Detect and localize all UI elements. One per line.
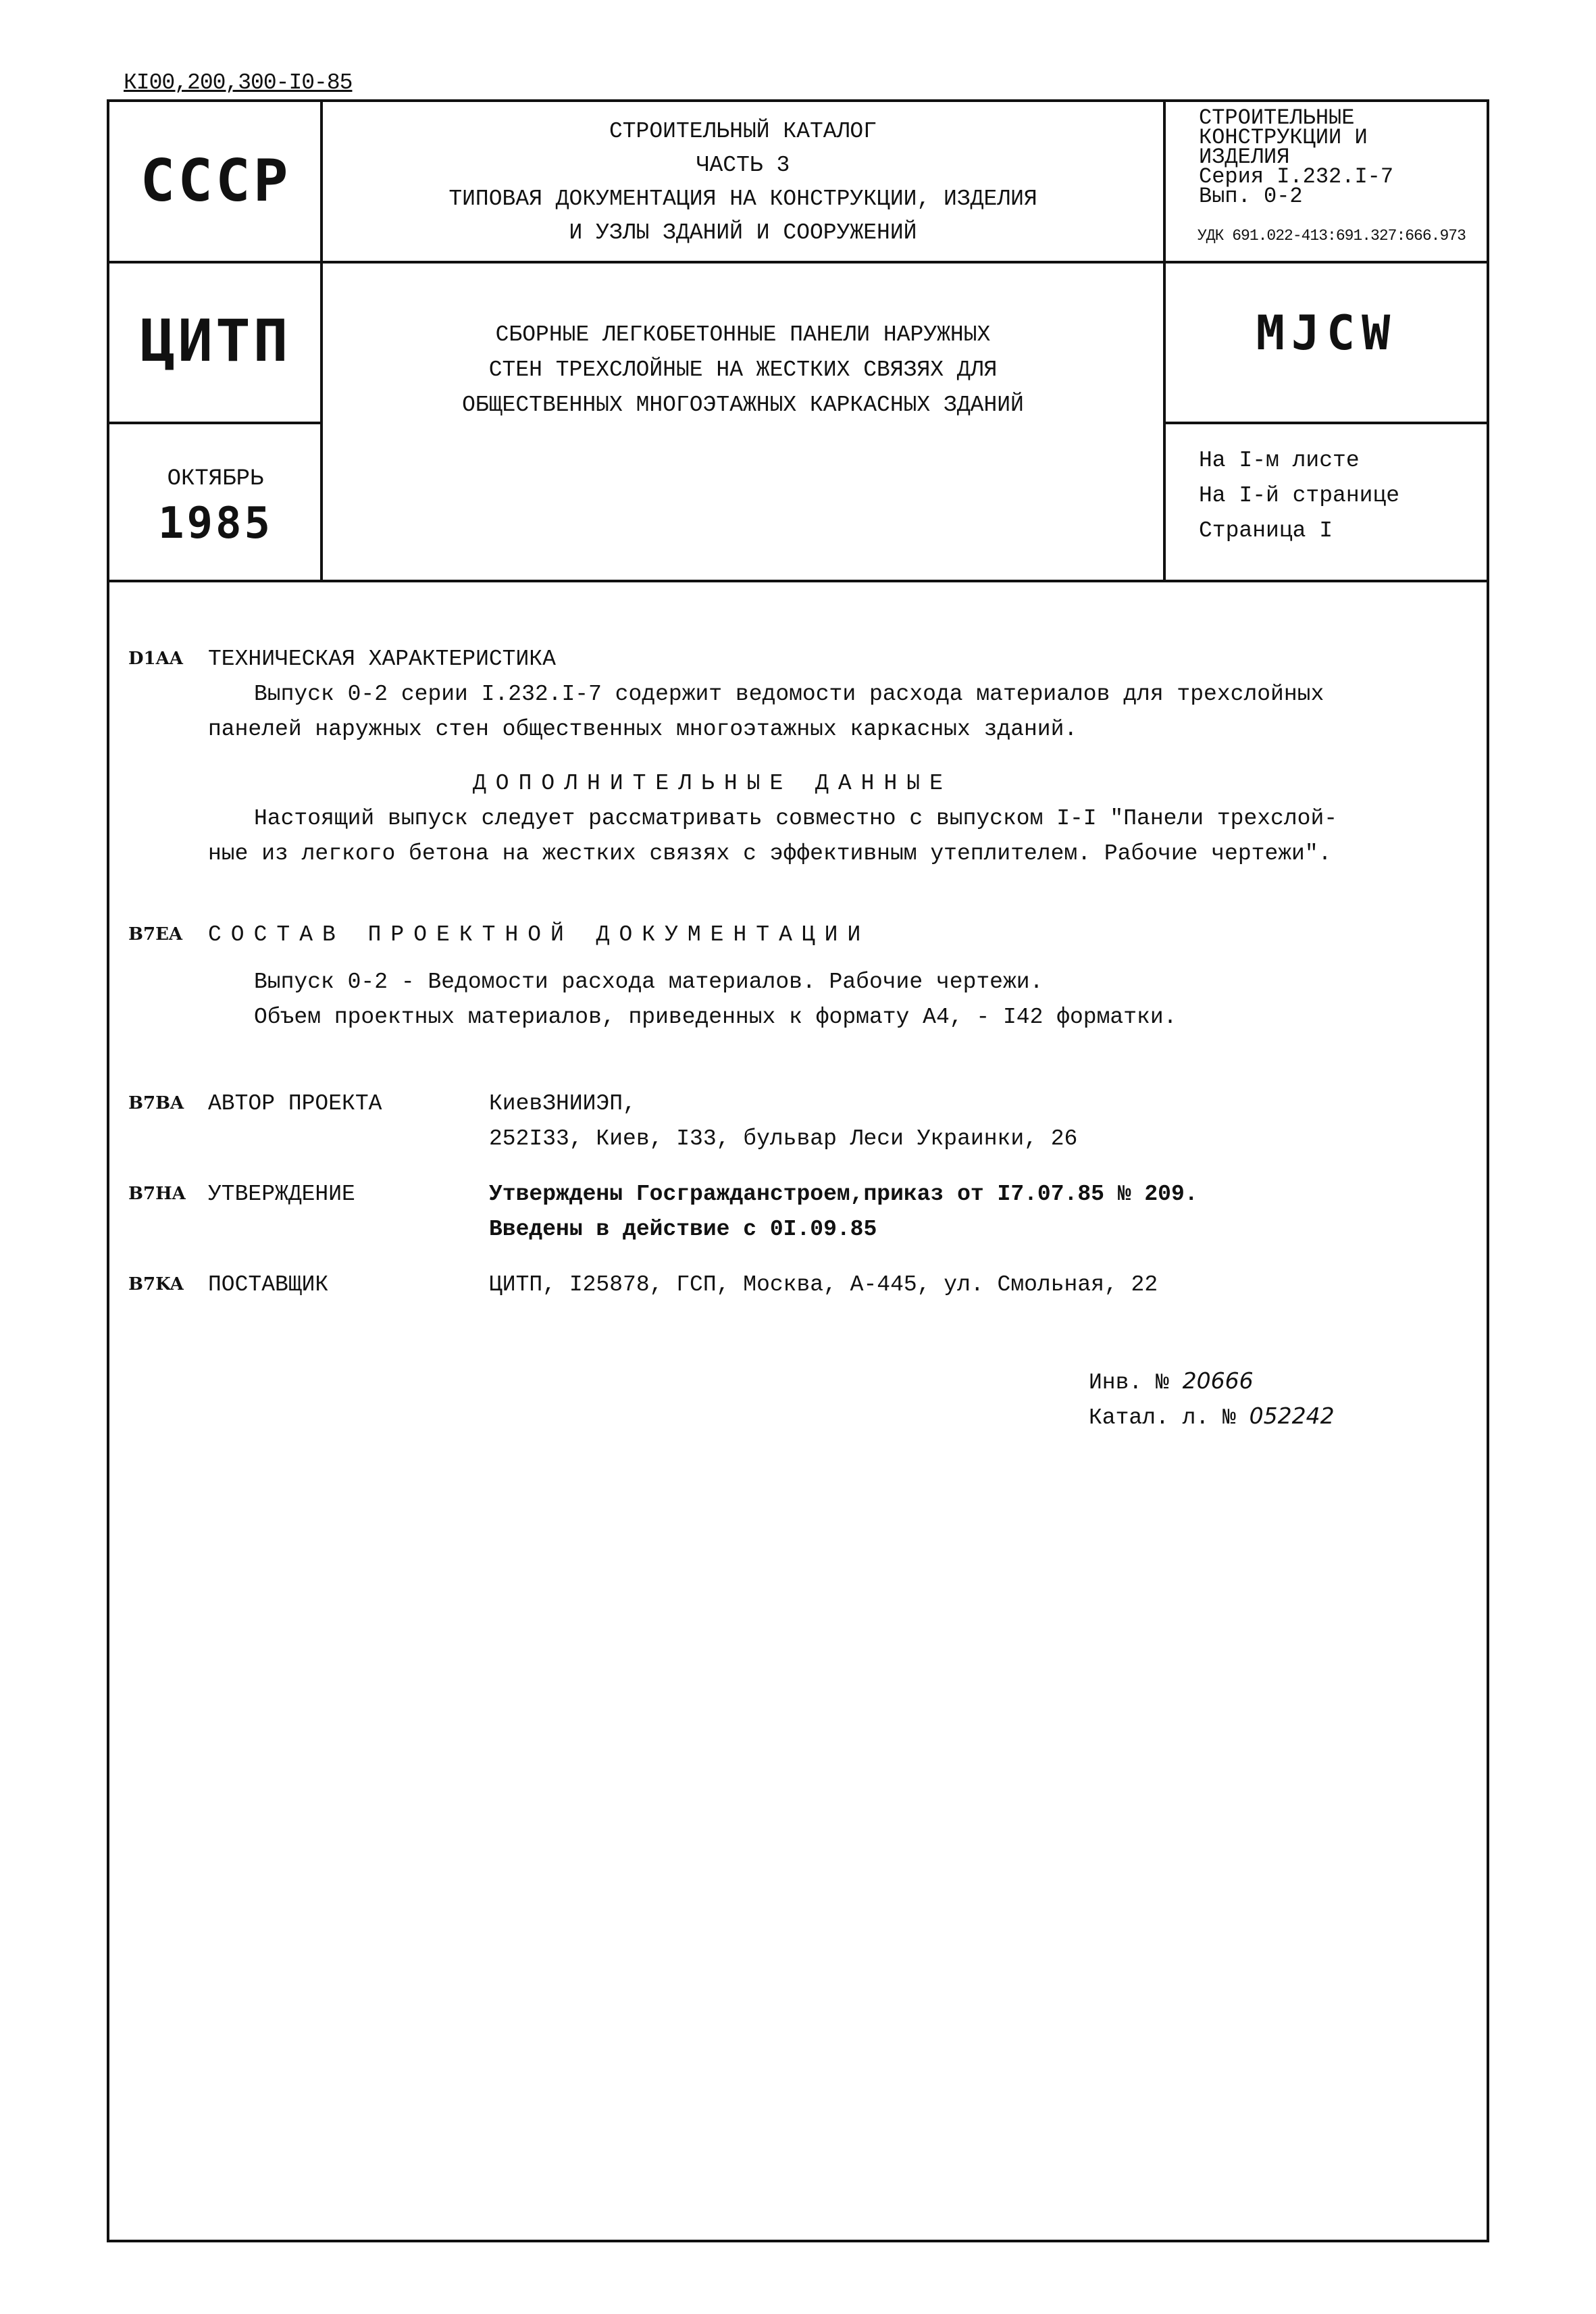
author-line: 252I33, Киев, I33, бульвар Леси Украинки, 26 — [489, 1126, 1078, 1151]
series-line: КОНСТРУКЦИИ И — [1199, 125, 1368, 150]
sheet-line: Страница I — [1199, 518, 1333, 543]
extra-line: Настоящий выпуск следует рассматривать совместно с выпуском I-I "Панели трехслой- — [254, 806, 1338, 831]
title-line: СБОРНЫЕ ЛЕГКОБЕТОННЫЕ ПАНЕЛИ НАРУЖНЫХ — [495, 322, 991, 347]
catalog-sheet-label: Катал. л. № — [1089, 1405, 1236, 1430]
catalog-sheet-number — [1089, 1399, 1335, 1436]
org-ussr: СССР — [140, 147, 291, 215]
section-code: B7BA — [128, 1093, 184, 1113]
catalog-line: СТРОИТЕЛЬНЫЙ КАТАЛОГ — [609, 119, 877, 144]
section-code: B7EA — [128, 924, 183, 945]
inventory-value: 20666 — [1182, 1367, 1254, 1394]
catalog-line: ЧАСТЬ 3 — [696, 153, 790, 178]
title-line: СТЕН ТРЕХСЛОЙНЫЕ НА ЖЕСТКИХ СВЯЗЯХ ДЛЯ — [488, 357, 998, 382]
divider — [1163, 422, 1489, 424]
catalog-line: ТИПОВАЯ ДОКУМЕНТАЦИЯ НА КОНСТРУКЦИИ, ИЗДЕЛИЯ — [448, 186, 1037, 211]
series-line: Серия I.232.I-7 — [1199, 164, 1394, 189]
issue-month: ОКТЯБРЬ — [167, 466, 264, 492]
composition-heading: СОСТАВ ПРОЕКТНОЙ ДОКУМЕНТАЦИИ — [208, 922, 871, 947]
tech-heading: ТЕХНИЧЕСКАЯ ХАРАКТЕРИСТИКА — [208, 647, 556, 672]
code-mark: MJCW — [1256, 305, 1397, 361]
catalog-sheet-value: 052242 — [1249, 1403, 1335, 1429]
catalog-line: И УЗЛЫ ЗДАНИЙ И СООРУЖЕНИЙ — [569, 220, 917, 245]
approval-line: Утверждены Госгражданстроем,приказ от I7.07.85 № 209. — [489, 1182, 1198, 1207]
composition-line: Выпуск 0-2 - Ведомости расхода материалов. Рабочие чертежи. — [254, 970, 1044, 995]
product-title — [324, 318, 1162, 423]
series-info — [1199, 105, 1489, 209]
supplier-line: ЦИТП, I25878, ГСП, Москва, А-445, ул. Смольная, 22 — [489, 1272, 1158, 1297]
approval-line: Введены в действие с 0I.09.85 — [489, 1217, 877, 1242]
sheet-line: На I-м листе — [1199, 448, 1360, 473]
sheet-line: На I-й странице — [1199, 483, 1400, 508]
author-label: АВТОР ПРОЕКТА — [208, 1091, 382, 1116]
tech-line: Выпуск 0-2 серии I.232.I-7 содержит ведомости расхода материалов для трехслойных — [254, 682, 1324, 707]
extra-line: ные из легкого бетона на жестких связях с эффективным утеплителем. Рабочие чертежи". — [208, 841, 1332, 866]
issue-year: 1985 — [157, 499, 274, 549]
author-line: КиевЗНИИЭП, — [489, 1091, 636, 1116]
section-code: D1AA — [128, 649, 183, 669]
org-citp: ЦИТП — [140, 307, 291, 375]
inventory-number — [1089, 1363, 1254, 1401]
section-code: B7KA — [128, 1274, 184, 1294]
approval-label: УТВЕРЖДЕНИЕ — [208, 1182, 355, 1207]
udk-code: УДК 691.022-413:691.327:666.973 — [1198, 227, 1466, 245]
divider — [107, 261, 1489, 263]
series-line: СТРОИТЕЛЬНЫЕ — [1199, 105, 1355, 130]
catalog-heading — [324, 115, 1162, 250]
section-code: B7HA — [128, 1184, 186, 1204]
composition-line: Объем проектных материалов, приведенных к формату А4, - I42 форматки. — [254, 1005, 1177, 1030]
sheet-info — [1199, 443, 1399, 549]
title-line: ОБЩЕСТВЕННЫХ МНОГОЭТАЖНЫХ КАРКАСНЫХ ЗДАНИЙ — [462, 393, 1024, 418]
extra-heading: ДОПОЛНИТЕЛЬНЫЕ ДАННЫЕ — [473, 771, 952, 796]
tech-line: панелей наружных стен общественных многоэтажных каркасных зданий. — [208, 717, 1078, 742]
inventory-label: Инв. № — [1089, 1370, 1169, 1395]
supplier-label: ПОСТАВЩИК — [208, 1272, 329, 1297]
document-code: КI00,200,300-I0-85 — [124, 70, 353, 95]
series-line: Вып. 0-2 — [1199, 184, 1303, 209]
divider — [107, 422, 320, 424]
divider — [107, 580, 1489, 582]
series-line: ИЗДЕЛИЯ — [1199, 145, 1290, 170]
